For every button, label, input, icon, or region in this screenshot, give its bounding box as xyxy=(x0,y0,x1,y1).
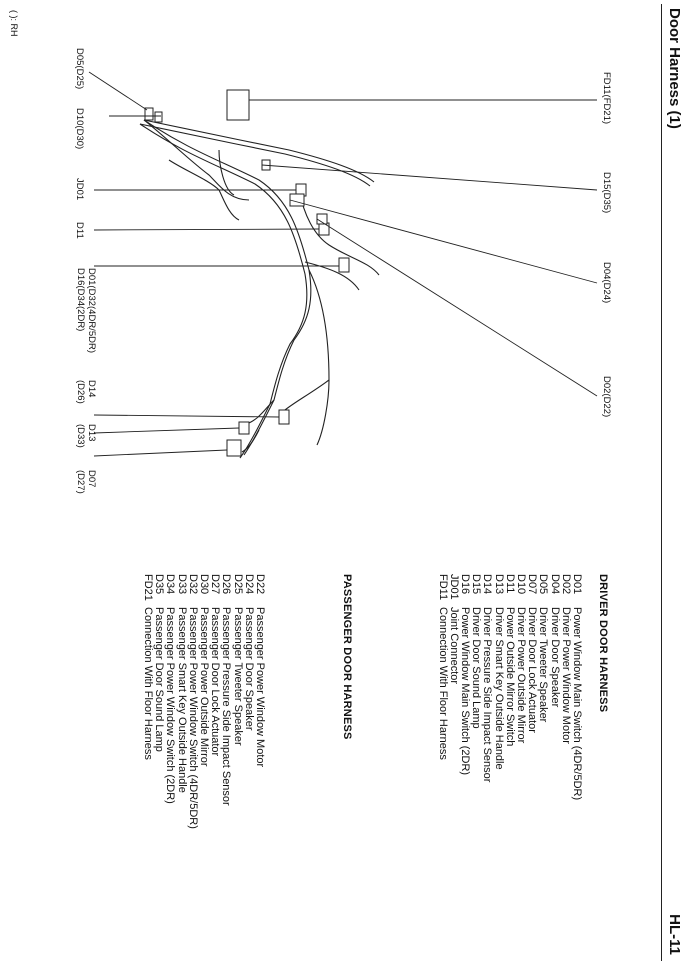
label-d02: D02(D22) xyxy=(601,376,612,418)
driver-heading: DRIVER DOOR HARNESS xyxy=(597,574,609,713)
list-item: D16 Power Window Main Switch (2DR) xyxy=(458,574,471,776)
list-item: D34 Passenger Power Window Switch (2DR) xyxy=(164,574,177,804)
passenger-list xyxy=(142,574,265,829)
label-d07: D07 xyxy=(86,470,97,488)
page-number: HL-11 xyxy=(666,914,683,955)
label-fd11: FD11(FD21) xyxy=(601,72,612,125)
label-d13: D13 xyxy=(86,424,97,442)
list-item: D30 Passenger Power Outside Mirror xyxy=(197,574,210,767)
list-item: D01 Power Window Main Switch (4DR/5DR) xyxy=(571,574,583,801)
label-d10: D10(D30) xyxy=(74,108,85,150)
connector-d07 xyxy=(227,440,241,456)
label-d11: D11 xyxy=(74,222,85,239)
list-item: D33 Passenger Smart Key Outside Handle xyxy=(175,574,188,793)
label-d14: D14 xyxy=(86,380,97,398)
label-d05: D05(D25) xyxy=(74,48,85,90)
list-item: D04 Driver Door Speaker xyxy=(548,574,561,708)
connector-fd11 xyxy=(227,90,249,120)
list-item: D35 Passenger Door Sound Lamp xyxy=(153,574,166,752)
driver-list xyxy=(436,574,582,800)
label-d13-rh: (D33) xyxy=(75,424,86,448)
leader-d13 xyxy=(94,428,239,433)
list-item: D26 Passenger Pressure Side Impact Sensor xyxy=(220,574,233,806)
list-item: D10 Driver Power Outside Mirror xyxy=(514,574,527,744)
label-d04: D04(D24) xyxy=(601,262,612,304)
connector-d10 xyxy=(155,112,162,122)
list-item: D13 Driver Smart Key Outside Handle xyxy=(492,574,505,770)
label-d01-line1: D01(D32(4DR/5DR) xyxy=(86,268,97,353)
list-item: D07 Driver Door Lock Actuator xyxy=(526,574,539,733)
list-item: D14 Driver Pressure Side Impact Sensor xyxy=(481,574,494,783)
leader-d11 xyxy=(94,229,319,230)
list-item: D32 Passenger Power Window Switch (4DR/5DR) xyxy=(186,574,199,829)
list-item: D02 Driver Power Window Motor xyxy=(559,574,572,744)
list-item: JD01 Joint Connector xyxy=(447,574,460,685)
list-item: D22 Passenger Power Window Motor xyxy=(254,574,266,768)
list-item: D15 Driver Door Sound Lamp xyxy=(470,574,483,729)
leader-d07 xyxy=(94,450,227,456)
leader-d05 xyxy=(89,72,147,110)
label-d15: D15(D35) xyxy=(601,172,612,214)
list-item: D05 Driver Tweeter Speaker xyxy=(537,574,550,723)
connector-d13 xyxy=(239,422,249,434)
label-d14-rh: (D26) xyxy=(75,380,86,404)
list-item: FD11 Connection With Floor Harness xyxy=(436,574,449,760)
label-d07-rh: (D27) xyxy=(75,470,86,494)
connector-d11 xyxy=(319,223,329,235)
label-d01-line2: D16(D34(2DR) xyxy=(75,268,86,332)
leader-d14 xyxy=(94,415,279,417)
connector-d14 xyxy=(279,410,289,424)
list-item: FD21 Connection With Floor Harness xyxy=(141,574,154,760)
leader-d04 xyxy=(290,200,597,283)
connector-d01 xyxy=(339,258,349,272)
connector-d04 xyxy=(290,194,304,206)
leader-d15 xyxy=(262,165,597,190)
list-item: D27 Passenger Door Lock Actuator xyxy=(209,574,222,757)
connectors xyxy=(145,90,349,456)
passenger-heading: PASSENGER DOOR HARNESS xyxy=(341,574,353,740)
label-jd01: JD01 xyxy=(74,178,85,201)
page-title: Door Harness (1) xyxy=(666,8,683,129)
list-item: D24 Passenger Door Speaker xyxy=(242,574,255,731)
list-item: D25 Passenger Tweeter Speaker xyxy=(231,574,244,746)
footnote-rh: ( ): RH xyxy=(9,10,19,37)
list-item: D11 Power Outside Mirror Switch xyxy=(503,574,516,747)
